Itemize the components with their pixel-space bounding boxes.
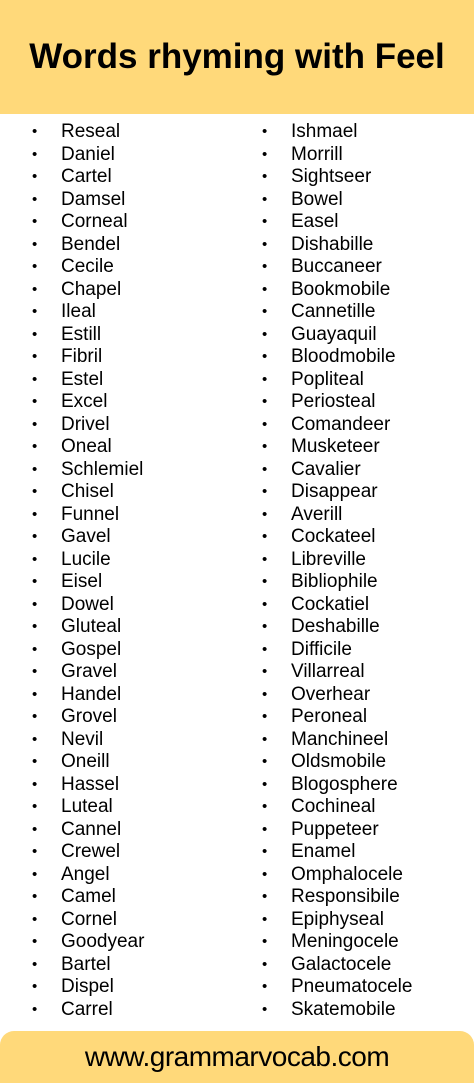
bullet-icon: • xyxy=(262,528,268,545)
word-list-item xyxy=(262,729,412,752)
rhyming-word: Ileal xyxy=(61,301,96,322)
word-list-item xyxy=(32,594,144,617)
bullet-icon: • xyxy=(262,753,268,770)
word-list-item xyxy=(32,211,144,234)
rhyming-word: Periosteal xyxy=(291,391,376,412)
rhyming-word: Dispel xyxy=(61,976,114,997)
bullet-icon: • xyxy=(262,460,268,478)
bullet-icon: • xyxy=(32,258,38,275)
rhyming-word: Nevil xyxy=(61,728,104,750)
bullet-icon: • xyxy=(262,168,268,185)
bullet-icon: • xyxy=(32,348,38,365)
bullet-icon: • xyxy=(32,280,38,298)
word-list-left-column xyxy=(32,121,144,1021)
rhyming-word: Meningocele xyxy=(291,931,399,952)
rhyming-word: Responsibile xyxy=(291,886,400,907)
bullet-icon: • xyxy=(262,235,268,253)
word-list-item xyxy=(32,549,144,572)
rhyming-word: Ishmael xyxy=(291,121,358,142)
bullet-icon: • xyxy=(32,933,38,950)
website-link[interactable]: www.grammarvocab.com xyxy=(84,1041,390,1072)
word-list-item xyxy=(262,819,412,842)
rhyming-word: Oneal xyxy=(61,436,112,457)
word-list-item xyxy=(262,324,412,347)
bullet-icon: • xyxy=(262,595,268,613)
rhyming-word: Skatemobile xyxy=(291,998,396,1020)
bullet-icon: • xyxy=(262,325,268,343)
bullet-icon: • xyxy=(262,708,268,725)
word-list-item xyxy=(32,144,144,167)
rhyming-word: Popliteal xyxy=(291,368,364,390)
bullet-icon: • xyxy=(262,393,268,410)
rhyming-word: Bookmobile xyxy=(291,278,391,300)
bullet-icon: • xyxy=(32,303,38,320)
word-list-item xyxy=(32,459,144,482)
bullet-icon: • xyxy=(32,123,38,140)
rhyming-word: Averill xyxy=(291,503,343,525)
bullet-icon: • xyxy=(262,843,268,860)
bullet-icon: • xyxy=(32,685,38,703)
bullet-icon: • xyxy=(32,213,38,230)
rhyming-word: Damsel xyxy=(61,188,126,210)
word-list-item xyxy=(262,549,412,572)
word-list-item xyxy=(262,189,412,212)
rhyming-word: Cochineal xyxy=(291,796,376,817)
rhyming-word: Bloodmobile xyxy=(291,346,396,367)
rhyming-word: Gravel xyxy=(61,661,117,682)
bullet-icon: • xyxy=(32,640,38,658)
rhyming-word: Bartel xyxy=(61,953,111,975)
rhyming-word: Funnel xyxy=(61,503,120,525)
rhyming-word: Gospel xyxy=(61,638,122,660)
rhyming-word: Comandeer xyxy=(291,413,391,435)
bullet-icon: • xyxy=(32,843,38,860)
rhyming-word: Reseal xyxy=(61,121,121,142)
word-list-item xyxy=(32,369,144,392)
word-list-item xyxy=(32,121,144,144)
bullet-icon: • xyxy=(32,550,38,568)
rhyming-word: Fibril xyxy=(61,346,103,367)
word-list-item xyxy=(262,346,412,369)
bullet-icon: • xyxy=(262,438,268,455)
rhyming-word: Crewel xyxy=(61,841,121,862)
bullet-icon: • xyxy=(32,573,38,590)
word-list-item xyxy=(32,639,144,662)
rhyming-word: Epiphyseal xyxy=(291,908,384,930)
word-list-item xyxy=(32,706,144,729)
word-list-item xyxy=(262,459,412,482)
rhyming-word: Eisel xyxy=(61,571,103,592)
bullet-icon: • xyxy=(262,663,268,680)
bullet-icon: • xyxy=(32,708,38,725)
bullet-icon: • xyxy=(262,258,268,275)
word-list-item xyxy=(32,234,144,257)
word-list-item xyxy=(32,999,144,1022)
word-list-item xyxy=(32,189,144,212)
rhyming-word: Corneal xyxy=(61,211,128,232)
rhyming-word: Oldsmobile xyxy=(291,751,387,772)
rhyming-word: Buccaneer xyxy=(291,256,382,277)
rhyming-word: Omphalocele xyxy=(291,863,403,885)
rhyming-word: Camel xyxy=(61,886,116,907)
bullet-icon: • xyxy=(262,865,268,883)
bullet-icon: • xyxy=(32,910,38,928)
bullet-icon: • xyxy=(262,550,268,568)
bullet-icon: • xyxy=(262,820,268,838)
rhyming-word: Sightseer xyxy=(291,166,372,187)
bullet-icon: • xyxy=(32,820,38,838)
rhyming-word: Cockatiel xyxy=(291,593,370,615)
bullet-icon: • xyxy=(32,888,38,905)
word-list-item xyxy=(32,796,144,819)
rhyming-word: Schlemiel xyxy=(61,458,144,480)
word-list-item xyxy=(32,346,144,369)
bullet-icon: • xyxy=(32,370,38,388)
title-banner xyxy=(0,0,474,114)
rhyming-word: Luteal xyxy=(61,796,113,817)
word-list-item xyxy=(262,279,412,302)
rhyming-word: Excel xyxy=(61,391,108,412)
bullet-icon: • xyxy=(262,730,268,748)
bullet-icon: • xyxy=(262,505,268,523)
bullet-icon: • xyxy=(262,775,268,793)
bullet-icon: • xyxy=(32,595,38,613)
bullet-icon: • xyxy=(32,798,38,815)
word-list-item xyxy=(32,954,144,977)
word-list-item xyxy=(32,301,144,324)
rhyming-word: Overhear xyxy=(291,683,371,705)
rhyming-word: Gluteal xyxy=(61,616,122,637)
word-list-item xyxy=(32,571,144,594)
footer-banner xyxy=(0,1031,474,1083)
bullet-icon: • xyxy=(262,798,268,815)
rhyming-word: Peroneal xyxy=(291,706,368,727)
word-list-item xyxy=(262,796,412,819)
rhyming-word: Angel xyxy=(61,863,110,885)
word-list-item xyxy=(262,976,412,999)
page-title: Words rhyming with Feel xyxy=(29,37,445,76)
rhyming-word: Dowel xyxy=(61,593,114,615)
word-list-item xyxy=(32,774,144,797)
bullet-icon: • xyxy=(32,955,38,973)
rhyming-word: Disappear xyxy=(291,481,378,502)
rhyming-word: Cannel xyxy=(61,818,122,840)
bullet-icon: • xyxy=(262,618,268,635)
word-list-item xyxy=(262,594,412,617)
rhyming-word: Musketeer xyxy=(291,436,380,457)
word-list-item xyxy=(262,481,412,504)
word-list-item xyxy=(262,661,412,684)
rhyming-word: Daniel xyxy=(61,143,115,165)
rhyming-word: Deshabille xyxy=(291,616,380,637)
bullet-icon: • xyxy=(262,640,268,658)
bullet-icon: • xyxy=(32,145,38,163)
word-list-item xyxy=(32,864,144,887)
word-list-item xyxy=(32,324,144,347)
word-list-item xyxy=(262,414,412,437)
word-list-item xyxy=(262,774,412,797)
bullet-icon: • xyxy=(32,528,38,545)
word-list-item xyxy=(262,864,412,887)
bullet-icon: • xyxy=(32,865,38,883)
word-list-item xyxy=(32,166,144,189)
rhyming-word: Bowel xyxy=(291,188,343,210)
rhyming-word: Difficile xyxy=(291,638,352,660)
rhyming-word: Enamel xyxy=(291,841,356,862)
word-list-item xyxy=(262,706,412,729)
bullet-icon: • xyxy=(32,483,38,500)
word-list-item xyxy=(262,931,412,954)
rhyming-word: Lucile xyxy=(61,548,111,570)
bullet-icon: • xyxy=(32,753,38,770)
word-list-item xyxy=(262,751,412,774)
rhyming-word: Blogosphere xyxy=(291,773,398,795)
word-list-item xyxy=(262,886,412,909)
word-list-item xyxy=(32,684,144,707)
rhyming-word: Hassel xyxy=(61,773,120,795)
rhyming-word: Cecile xyxy=(61,256,114,277)
word-list-item xyxy=(262,301,412,324)
bullet-icon: • xyxy=(32,168,38,185)
word-list-item xyxy=(262,166,412,189)
bullet-icon: • xyxy=(262,910,268,928)
rhyming-word: Drivel xyxy=(61,413,110,435)
word-list-item xyxy=(262,999,412,1022)
rhyming-word: Estel xyxy=(61,368,104,390)
rhyming-word: Bibliophile xyxy=(291,571,378,592)
rhyming-word: Goodyear xyxy=(61,931,145,952)
word-list-item xyxy=(262,571,412,594)
bullet-icon: • xyxy=(262,415,268,433)
rhyming-word: Guayaquil xyxy=(291,323,377,345)
rhyming-word: Galactocele xyxy=(291,953,392,975)
word-list-item xyxy=(32,279,144,302)
bullet-icon: • xyxy=(32,460,38,478)
bullet-icon: • xyxy=(32,1000,38,1018)
word-list-item xyxy=(262,121,412,144)
word-list-item xyxy=(32,976,144,999)
word-list-item xyxy=(262,504,412,527)
bullet-icon: • xyxy=(262,370,268,388)
word-list-item xyxy=(262,436,412,459)
rhyming-word: Manchineel xyxy=(291,728,389,750)
bullet-icon: • xyxy=(32,618,38,635)
bullet-icon: • xyxy=(262,190,268,208)
bullet-icon: • xyxy=(262,348,268,365)
word-list-item xyxy=(32,391,144,414)
bullet-icon: • xyxy=(262,978,268,995)
bullet-icon: • xyxy=(262,685,268,703)
word-list-item xyxy=(262,391,412,414)
rhyming-word: Cornel xyxy=(61,908,117,930)
word-list-item xyxy=(262,526,412,549)
word-list-item xyxy=(262,211,412,234)
bullet-icon: • xyxy=(32,730,38,748)
rhyming-word: Cannetille xyxy=(291,301,376,322)
word-list-item xyxy=(32,661,144,684)
rhyming-word: Chapel xyxy=(61,278,122,300)
word-list-item xyxy=(32,414,144,437)
bullet-icon: • xyxy=(32,978,38,995)
bullet-icon: • xyxy=(262,955,268,973)
rhyming-word: Estill xyxy=(61,323,102,345)
bullet-icon: • xyxy=(262,888,268,905)
bullet-icon: • xyxy=(262,483,268,500)
word-list-item xyxy=(262,616,412,639)
word-list-item xyxy=(32,909,144,932)
word-list-item xyxy=(32,256,144,279)
word-list-item xyxy=(32,436,144,459)
bullet-icon: • xyxy=(32,505,38,523)
word-list-item xyxy=(262,909,412,932)
word-list-item xyxy=(32,931,144,954)
rhyming-word: Bendel xyxy=(61,233,121,255)
word-list-item xyxy=(262,684,412,707)
rhyming-word: Grovel xyxy=(61,706,117,727)
word-list-item xyxy=(32,481,144,504)
bullet-icon: • xyxy=(32,325,38,343)
rhyming-word: Puppeteer xyxy=(291,818,379,840)
word-list-item xyxy=(32,841,144,864)
rhyming-word: Carrel xyxy=(61,998,113,1020)
word-list-item xyxy=(262,234,412,257)
rhyming-word: Pneumatocele xyxy=(291,976,413,997)
rhyming-word: Morrill xyxy=(291,143,343,165)
word-list-item xyxy=(32,751,144,774)
rhyming-word: Cavalier xyxy=(291,458,361,480)
bullet-icon: • xyxy=(32,190,38,208)
rhyming-word: Oneill xyxy=(61,751,110,772)
bullet-icon: • xyxy=(32,663,38,680)
rhyming-word: Cartel xyxy=(61,166,112,187)
rhyming-word: Easel xyxy=(291,211,339,232)
word-list-item xyxy=(32,504,144,527)
bullet-icon: • xyxy=(262,303,268,320)
word-list-item xyxy=(262,256,412,279)
bullet-icon: • xyxy=(32,438,38,455)
word-list-item xyxy=(32,729,144,752)
bullet-icon: • xyxy=(32,393,38,410)
bullet-icon: • xyxy=(262,933,268,950)
bullet-icon: • xyxy=(32,415,38,433)
word-list-item xyxy=(32,526,144,549)
rhyming-word: Gavel xyxy=(61,526,111,547)
word-list-item xyxy=(262,639,412,662)
word-list-item xyxy=(262,841,412,864)
rhyming-word: Chisel xyxy=(61,481,114,502)
bullet-icon: • xyxy=(262,573,268,590)
rhyming-word: Villarreal xyxy=(291,661,365,682)
rhyming-word: Handel xyxy=(61,683,122,705)
bullet-icon: • xyxy=(262,213,268,230)
bullet-icon: • xyxy=(32,235,38,253)
word-list-item xyxy=(32,886,144,909)
bullet-icon: • xyxy=(32,775,38,793)
rhyming-word: Libreville xyxy=(291,548,366,570)
word-list-item xyxy=(262,954,412,977)
bullet-icon: • xyxy=(262,1000,268,1018)
word-list-item xyxy=(262,144,412,167)
word-list-item xyxy=(262,369,412,392)
bullet-icon: • xyxy=(262,123,268,140)
bullet-icon: • xyxy=(262,280,268,298)
word-list-item xyxy=(32,819,144,842)
bullet-icon: • xyxy=(262,145,268,163)
word-list-right-column xyxy=(262,121,412,1021)
rhyming-word: Dishabille xyxy=(291,233,374,255)
rhyming-word: Cockateel xyxy=(291,526,376,547)
word-list-item xyxy=(32,616,144,639)
